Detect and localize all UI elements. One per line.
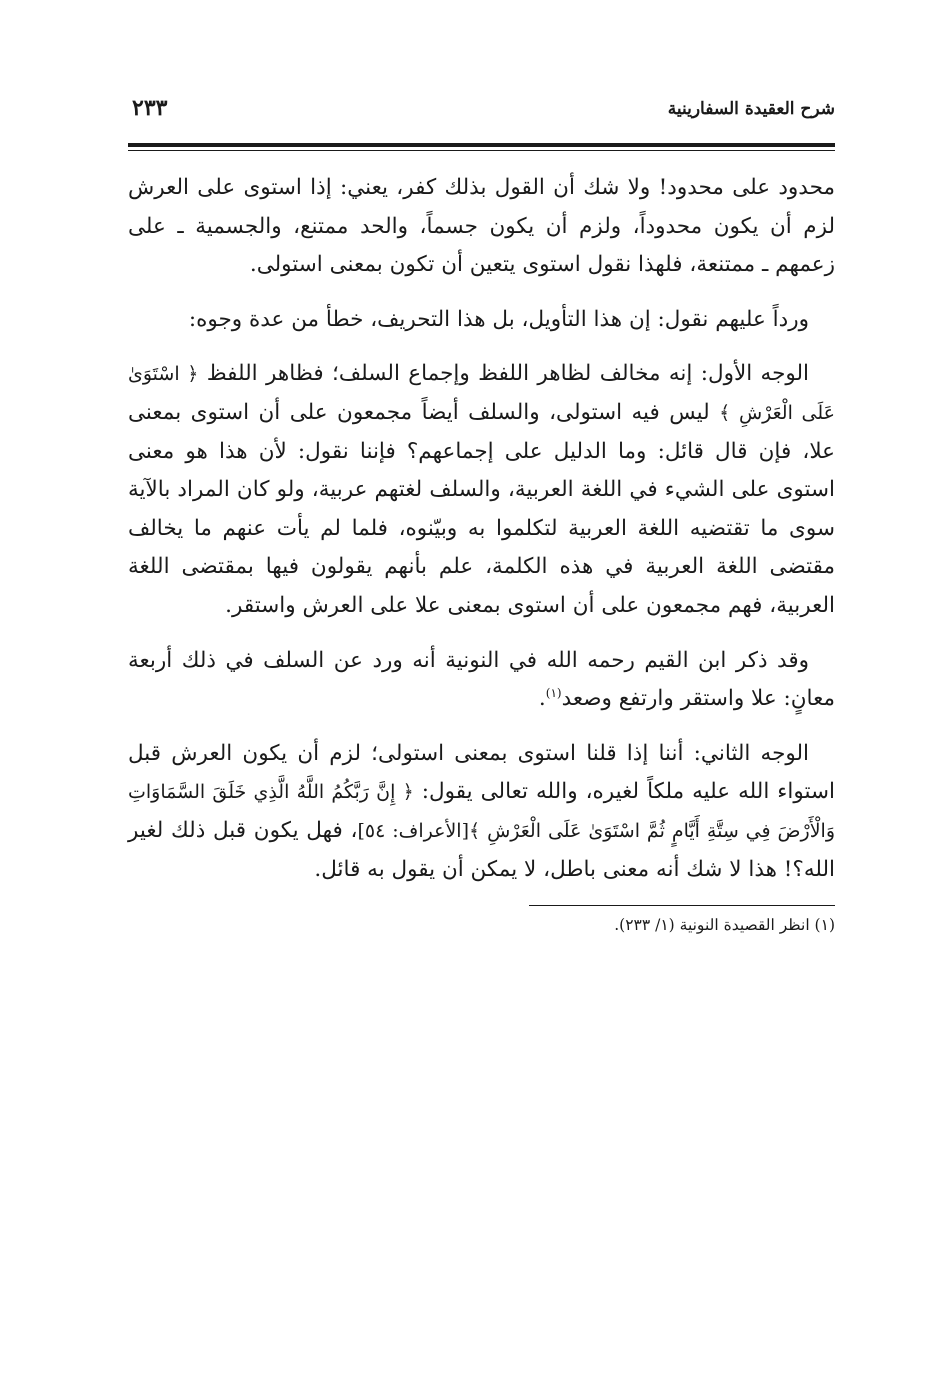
paragraph-3 bbox=[128, 355, 835, 625]
paragraph-1-text: محدود على محدود! ولا شك أن القول بذلك كفر، يعني: إذا استوى على العرش لزم أن يكون محدوداً، ولزم أن يكون جسماً، والحد ممتنع، والجسمية ـ على زعمهم ـ ممتنعة، فلهذا نقول استوى يتعين أن تكون بمعنى استولى. bbox=[128, 175, 835, 278]
paragraph-1 bbox=[128, 169, 835, 285]
page-number: ٢٣٣ bbox=[132, 95, 168, 121]
footnote-marker: (١) bbox=[545, 685, 562, 700]
paragraph-4-text-b: . bbox=[538, 686, 546, 712]
paragraph-3-text-a: الوجه الأول: إنه مخالف لظاهر اللفظ وإجماع السلف؛ فظاهر اللفظ bbox=[206, 361, 809, 387]
quran-verse-1: ﴿ اسْتَوَىٰ عَلَى الْعَرْشِ ﴾ bbox=[128, 363, 835, 424]
paragraph-4-text-a: وقد ذكر ابن القيم رحمه الله في النونية أنه ورد عن السلف في ذلك أربعة معانٍ: علا واستقر وارتفع وصعد bbox=[128, 647, 835, 712]
paragraph-3-text-b: ليس فيه استولى، والسلف أيضاً مجمعون على أن استوى بمعنى علا، فإن قال قائل: وما الدليل على إجماعهم؟ فإننا نقول: لأن هذا هو معنى استوى على الشيء في اللغة العربية، والسلف لغتهم عربية، ولو كان المراد بالآية سوى ما تقتضيه اللغة العربية لتكلموا به وبيّنوه، فلما لم يأت عنهم ما يخالف مقتضى اللغة العربية في هذه الكلمة، علم بأنهم يقولون فيها بمقتضى اللغة العربية، فهم مجمعون على أن استوى بمعنى علا على العرش واستقر. bbox=[128, 399, 835, 618]
quran-verse-2: ﴿ إِنَّ رَبَّكُمُ اللَّهُ الَّذِي خَلَقَ السَّمَاوَاتِ وَالْأَرْضَ فِي سِتَّةِ أَيَّامٍ ثُمَّ اسْتَوَىٰ عَلَى الْعَرْشِ ﴾ bbox=[128, 781, 835, 842]
paragraph-5-text-b: ، فهل يكون قبل ذلك لغير الله؟! هذا لا شك أنه معنى باطل، لا يمكن أن يقول به قائل. bbox=[128, 817, 835, 882]
book-page bbox=[128, 95, 835, 1335]
running-title: شرح العقيدة السفارينية bbox=[667, 99, 835, 119]
page-header bbox=[128, 95, 835, 135]
paragraph-2-text: ورداً عليهم نقول: إن هذا التأويل، بل هذا التحريف، خطأ من عدة وجوه: bbox=[188, 306, 809, 332]
header-rule-thin bbox=[128, 150, 835, 151]
footnote: (١) انظر القصيدة النونية (١/ ٢٣٣). bbox=[614, 916, 835, 935]
paragraph-5-text-a: الوجه الثاني: أننا إذا قلنا استوى بمعنى استولى؛ لزم أن يكون العرش قبل استواء الله عليه ملكاً لغيره، والله تعالى يقول: bbox=[128, 740, 835, 805]
paragraph-4 bbox=[128, 642, 835, 719]
paragraph-2 bbox=[128, 301, 835, 340]
footnote-rule bbox=[529, 905, 835, 906]
quran-reference: [الأعراف: ٥٤] bbox=[357, 819, 469, 842]
paragraph-5 bbox=[128, 735, 835, 889]
main-text bbox=[128, 169, 835, 889]
header-rule-thick bbox=[128, 143, 835, 147]
